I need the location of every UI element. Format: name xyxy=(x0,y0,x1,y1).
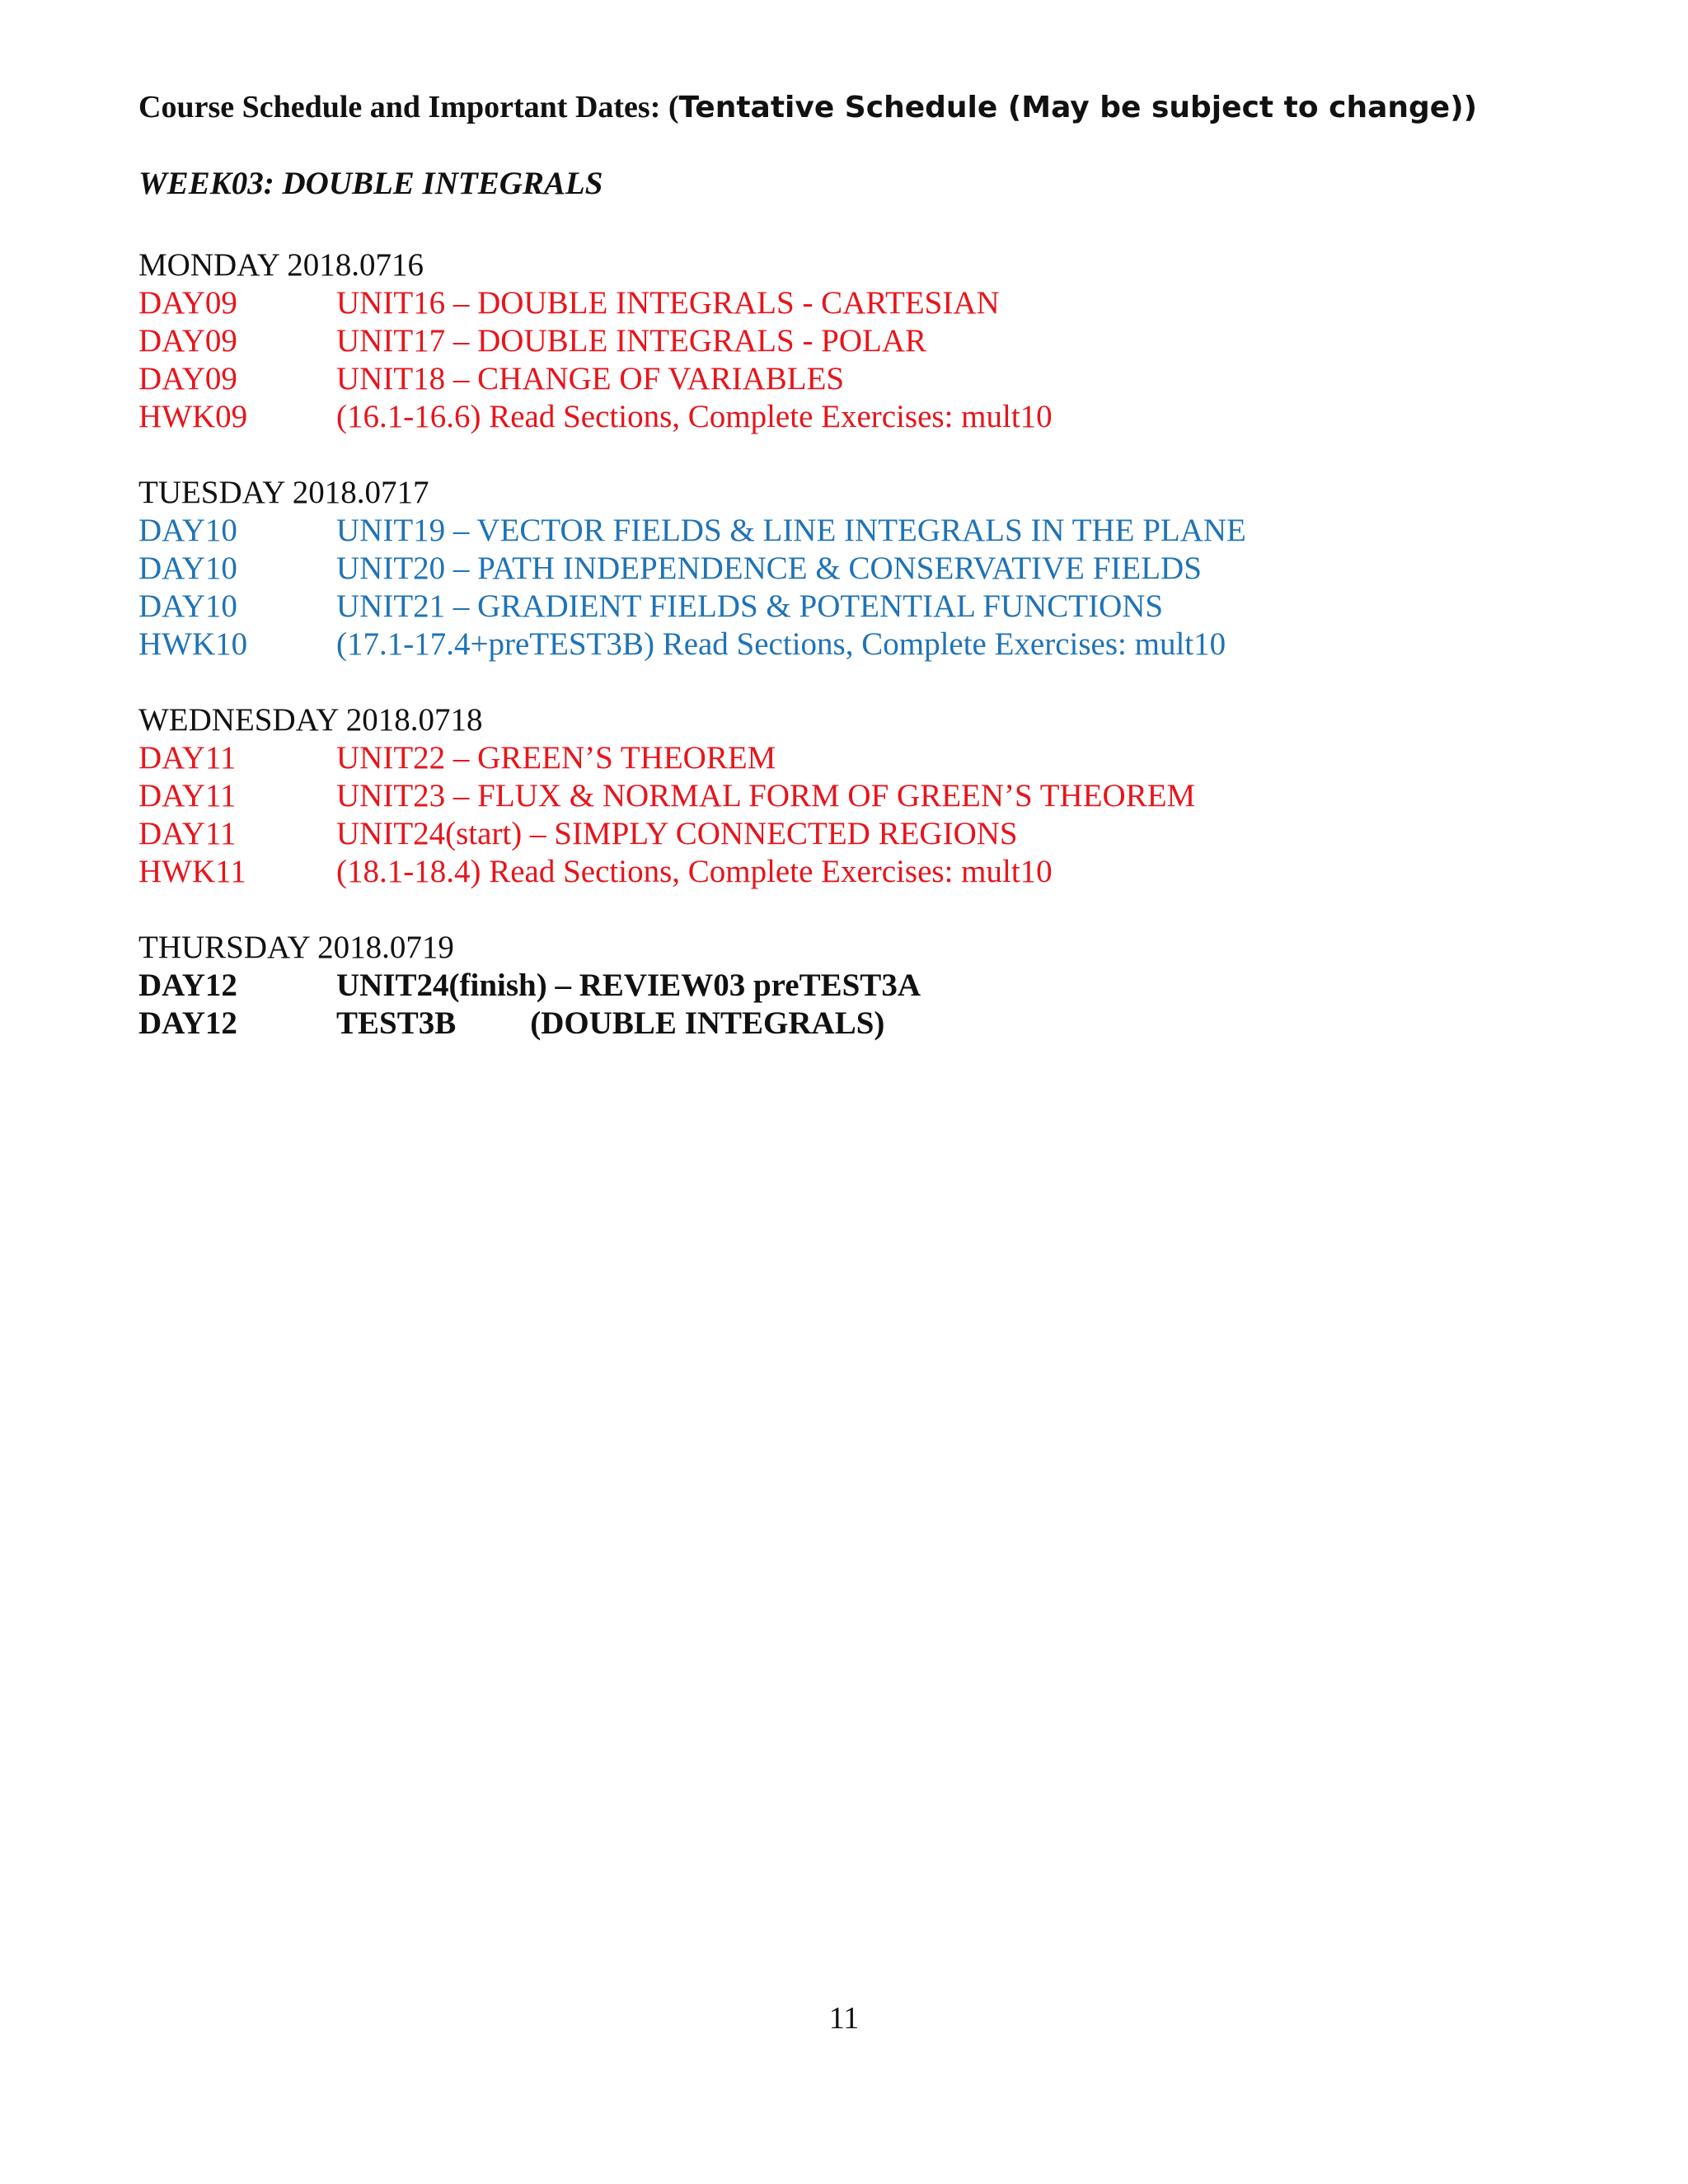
row-code: HWK09 xyxy=(138,399,248,434)
schedule-row xyxy=(138,322,1589,360)
schedule-row xyxy=(138,360,1589,398)
schedule-header xyxy=(138,82,1589,133)
week-title: WEEK03: DOUBLE INTEGRALS xyxy=(138,166,603,201)
row-code: DAY11 xyxy=(138,778,237,813)
row-description xyxy=(336,1005,884,1043)
row-code: HWK11 xyxy=(138,854,246,889)
schedule-row xyxy=(138,588,1589,626)
document-page xyxy=(138,82,1589,1043)
row-code: DAY12 xyxy=(138,968,237,1003)
row-code: HWK10 xyxy=(138,626,248,662)
row-description: (17.1-17.4+preTEST3B) Read Sections, Complete Exercises: mult10 xyxy=(336,626,1226,662)
row-code: DAY09 xyxy=(138,361,237,396)
day-heading: WEDNESDAY 2018.0718 xyxy=(138,702,483,738)
homework-row xyxy=(138,398,1589,436)
row-description: (16.1-16.6) Read Sections, Complete Exercises: mult10 xyxy=(336,399,1053,434)
day-block-monday xyxy=(138,246,1589,436)
homework-row xyxy=(138,853,1589,891)
test-name: TEST3B xyxy=(336,1005,457,1041)
test-row xyxy=(138,1005,1589,1043)
page-number: 11 xyxy=(828,2001,860,2036)
row-description: UNIT22 – GREEN’S THEOREM xyxy=(336,740,776,776)
row-code: DAY10 xyxy=(138,551,237,586)
row-description: (18.1-18.4) Read Sections, Complete Exercises: mult10 xyxy=(336,854,1053,889)
day-block-tuesday xyxy=(138,474,1589,663)
header-colon: : ( xyxy=(649,90,679,124)
header-label: Course Schedule and Important Dates xyxy=(138,90,650,124)
schedule-row xyxy=(138,284,1589,322)
day-heading: TUESDAY 2018.0717 xyxy=(138,475,429,510)
row-description: UNIT17 – DOUBLE INTEGRALS - POLAR xyxy=(336,323,927,359)
schedule-row xyxy=(138,777,1589,815)
row-code: DAY11 xyxy=(138,816,237,851)
test-topic: (DOUBLE INTEGRALS) xyxy=(530,1005,885,1041)
schedule-row xyxy=(138,512,1589,550)
row-description: UNIT23 – FLUX & NORMAL FORM OF GREEN’S THEOREM xyxy=(336,778,1196,813)
schedule-row xyxy=(138,815,1589,853)
row-description: UNIT19 – VECTOR FIELDS & LINE INTEGRALS IN THE PLANE xyxy=(336,513,1246,548)
schedule-row xyxy=(138,550,1589,588)
row-code: DAY09 xyxy=(138,285,237,321)
row-code: DAY11 xyxy=(138,740,237,776)
row-code: DAY10 xyxy=(138,513,237,548)
row-code: DAY10 xyxy=(138,588,237,624)
row-description: UNIT20 – PATH INDEPENDENCE & CONSERVATIVE FIELDS xyxy=(336,551,1202,586)
row-code: DAY12 xyxy=(138,1005,237,1041)
row-description: UNIT21 – GRADIENT FIELDS & POTENTIAL FUNCTIONS xyxy=(336,588,1164,624)
day-block-thursday xyxy=(138,929,1589,1043)
schedule-row xyxy=(138,739,1589,777)
row-code: DAY09 xyxy=(138,323,237,359)
day-block-wednesday xyxy=(138,701,1589,891)
row-description: UNIT16 – DOUBLE INTEGRALS - CARTESIAN xyxy=(336,285,1000,321)
day-heading: MONDAY 2018.0716 xyxy=(138,247,424,283)
schedule-row xyxy=(138,967,1589,1005)
row-description: UNIT24(start) – SIMPLY CONNECTED REGIONS xyxy=(336,816,1018,851)
row-description: UNIT18 – CHANGE OF VARIABLES xyxy=(336,361,845,396)
row-description: UNIT24(finish) – REVIEW03 preTEST3A xyxy=(336,968,921,1003)
day-heading: THURSDAY 2018.0719 xyxy=(138,930,454,965)
homework-row xyxy=(138,626,1589,663)
header-tentative-note: Tentative Schedule (May be subject to change)) xyxy=(678,91,1478,124)
